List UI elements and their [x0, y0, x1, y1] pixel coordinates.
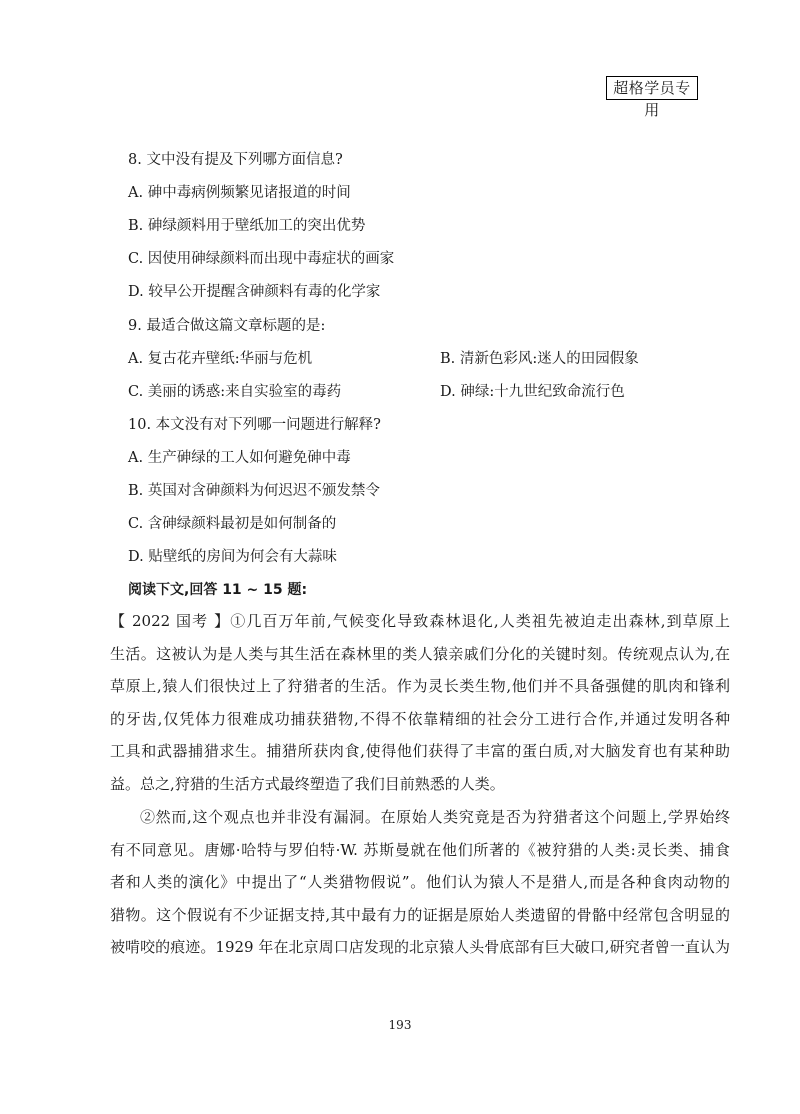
paragraph-line: 的牙齿,仅凭体力很难成功捕获猎物,不得不依靠精细的社会分工进行合作,并通过发明各种 — [110, 709, 730, 728]
paragraph-line: 生活。这被认为是人类与其生活在森林里的类人猿亲戚们分化的关键时刻。传统观点认为,在 — [110, 644, 730, 663]
q9-stem: 9. 最适合做这篇文章标题的是: — [128, 318, 326, 334]
header-tag: 超格学员专用 — [606, 76, 698, 100]
paragraph-line: 被啃咬的痕迹。1929 年在北京周口店发现的北京猿人头骨底部有巨大破口,研究者曾一直认为 — [110, 938, 730, 957]
q10-stem: 10. 本文没有对下列哪一问题进行解释? — [128, 417, 381, 433]
paragraph-line: 【 2022 国考 】①几百万年前,气候变化导致森林退化,人类祖先被迫走出森林,到草原上 — [110, 612, 730, 630]
reading-heading: 阅读下文,回答 11 ~ 15 题: — [128, 582, 308, 598]
q9-option-b: B. 清新色彩风:迷人的田园假象 — [440, 351, 639, 367]
page-number: 193 — [388, 1018, 412, 1032]
q8-option-c: C. 因使用砷绿颜料而出现中毒症状的画家 — [128, 251, 395, 267]
paragraph-line: 益。总之,狩猎的生活方式最终塑造了我们目前熟悉的人类。 — [110, 774, 505, 793]
reading-paragraph-2 — [110, 801, 730, 964]
paragraph-line: ②然而,这个观点也并非没有漏洞。在原始人类究竟是否为狩猎者这个问题上,学界始终 — [140, 808, 730, 826]
paragraph-line: 有不同意见。唐娜·哈特与罗伯特·W. 苏斯曼就在他们所著的《被狩猎的人类:灵长类、捕食 — [110, 840, 730, 859]
q10-option-b: B. 英国对含砷颜料为何迟迟不颁发禁令 — [128, 483, 380, 499]
paragraph-line: 草原上,猿人们很快过上了狩猎者的生活。作为灵长类生物,他们并不具备强健的肌肉和锋利 — [110, 677, 730, 696]
q8-option-a: A. 砷中毒病例频繁见诸报道的时间 — [128, 185, 351, 201]
q10-option-d: D. 贴壁纸的房间为何会有大蒜味 — [128, 549, 337, 565]
q9-option-a: A. 复古花卉壁纸:华丽与危机 — [128, 351, 313, 367]
q9-option-d: D. 砷绿:十九世纪致命流行色 — [440, 384, 625, 400]
paragraph-line: 者和人类的演化》中提出了“人类猎物假说”。他们认为猿人不是猎人,而是各种食肉动物的 — [110, 873, 730, 892]
q8-option-b: B. 砷绿颜料用于壁纸加工的突出优势 — [128, 218, 366, 234]
q9-option-c: C. 美丽的诱惑:来自实验室的毒药 — [128, 384, 342, 400]
q10-option-a: A. 生产砷绿的工人如何避免砷中毒 — [128, 450, 351, 466]
q10-option-c: C. 含砷绿颜料最初是如何制备的 — [128, 516, 337, 532]
q8-option-d: D. 较早公开提醒含砷颜料有毒的化学家 — [128, 284, 381, 300]
reading-paragraph-1 — [110, 605, 730, 801]
paragraph-line: 工具和武器捕猎求生。捕猎所获肉食,使得他们获得了丰富的蛋白质,对大脑发育也有某种助 — [110, 742, 730, 761]
paragraph-line: 猎物。这个假说有不少证据支持,其中最有力的证据是原始人类遗留的骨骼中经常包含明显的 — [110, 905, 730, 924]
q8-stem: 8. 文中没有提及下列哪方面信息? — [128, 152, 343, 168]
